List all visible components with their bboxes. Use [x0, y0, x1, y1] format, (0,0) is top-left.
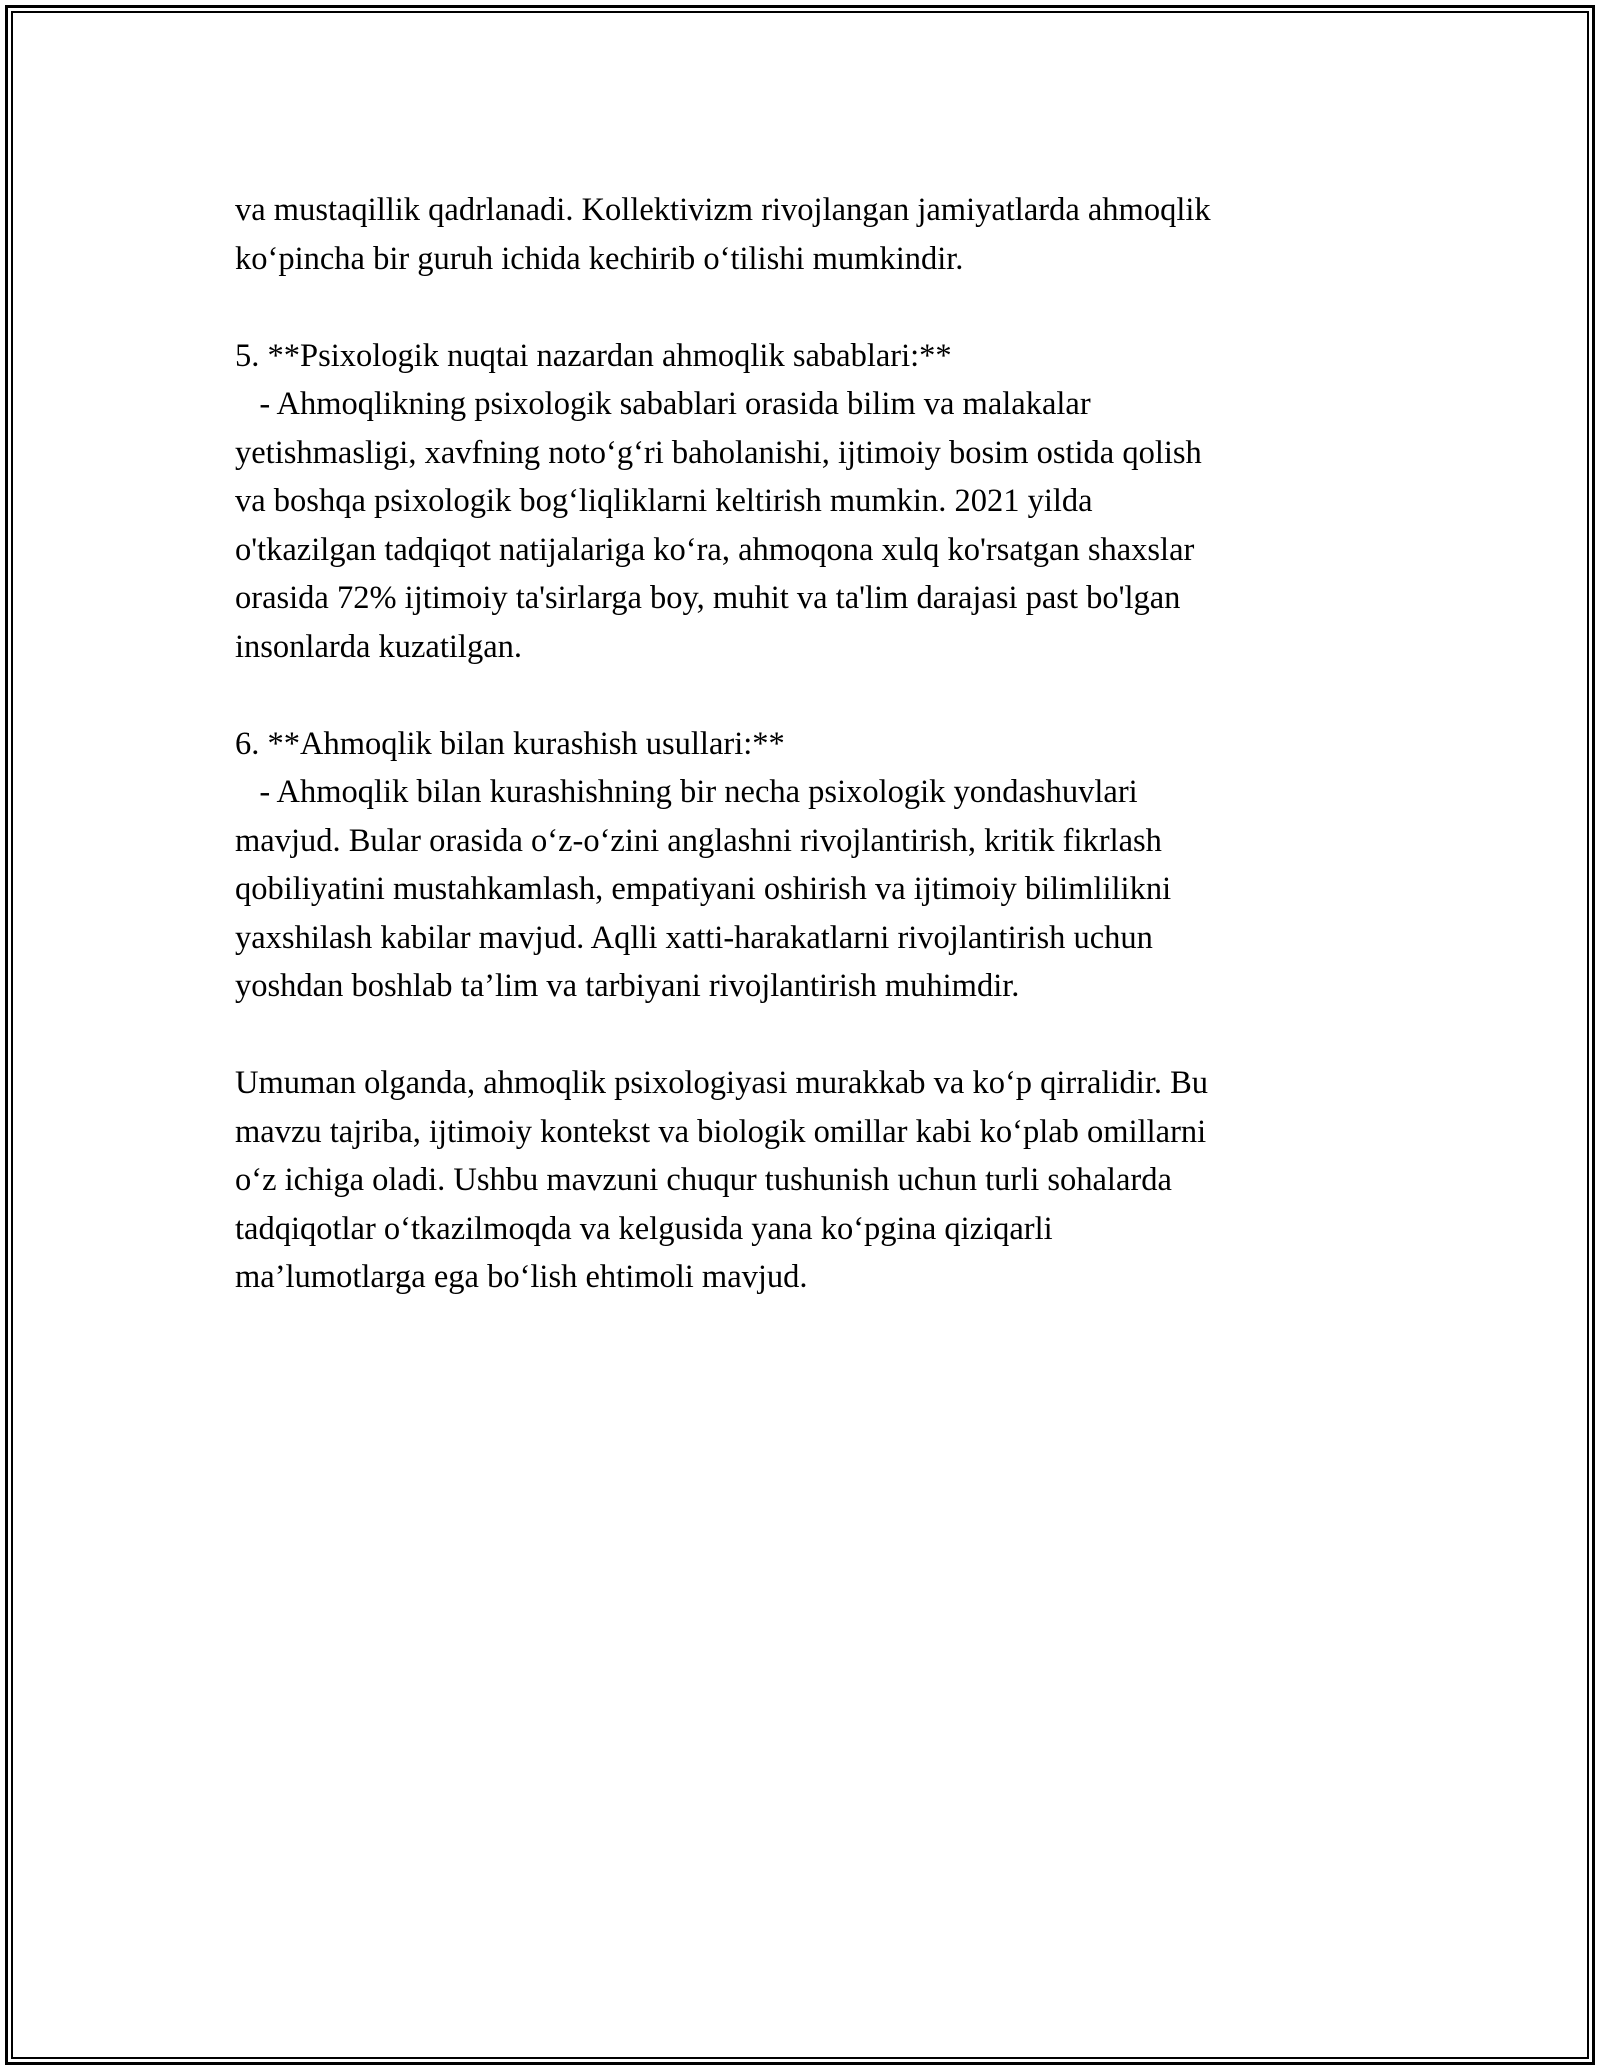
- list-item-heading: 6. **Ahmoqlik bilan kurashish usullari:**: [235, 725, 785, 762]
- paragraph-continuation: [235, 186, 1395, 283]
- list-item-5: [235, 332, 1395, 672]
- paragraph-text: Umuman olganda, ahmoqlik psixologiyasi murakkab va ko‘p qirralidir. Bu mavzu tajriba, ijtimoiy kontekst va biologik omillar kabi ko‘plab omillarni o‘z ichiga oladi. Ushbu mavzuni chuqur tushunish uchun turli sohalarda tadqiqotlar o‘tkazilmoqda va kelgusida yana ko‘pgina qiziqarli ma’lumotlarga ega bo‘lish ehtimoli mavjud.: [235, 1065, 1209, 1295]
- paragraph-text: va mustaqillik qadrlanadi. Kollektivizm rivojlangan jamiyatlarda ahmoqlik ko‘pincha bir guruh ichida kechirib o‘tilishi mumkindir.: [235, 192, 1211, 277]
- list-item-text: - Ahmoqlik bilan kurashishning bir necha psixologik yondashuvlari mavjud. Bular orasida o‘z-o‘zini anglashni rivojlantirish, kritik fikrlash qobiliyatini mustahkamlash, empatiyani oshirish va ijtimoiy bilimlilikni yaxshilash kabilar mavjud. Aqlli xatti-harakatlarni rivojlantirish uchun yoshdan boshlab ta’lim va tarbiyani rivojlantirish muhimdir.: [235, 774, 1172, 1004]
- list-item-6: [235, 720, 1395, 1011]
- list-item-heading: 5. **Psixologik nuqtai nazardan ahmoqlik sabablari:**: [235, 337, 952, 374]
- paragraph-conclusion: [235, 1059, 1395, 1302]
- list-item-text: - Ahmoqlikning psixologik sabablari orasida bilim va malakalar yetishmasligi, xavfning noto‘g‘ri baholanishi, ijtimoiy bosim ostida qolish va boshqa psixologik bog‘liqliklarni keltirish mumkin. 2021 yilda o'tkazilgan tadqiqot natijalariga ko‘ra, ahmoqona xulq ko'rsatgan shaxslar orasida 72% ijtimoiy ta'sirlarga boy, muhit va ta'lim darajasi past bo'lgan insonlarda kuzatilgan.: [235, 386, 1202, 665]
- document-body: [235, 186, 1395, 1350]
